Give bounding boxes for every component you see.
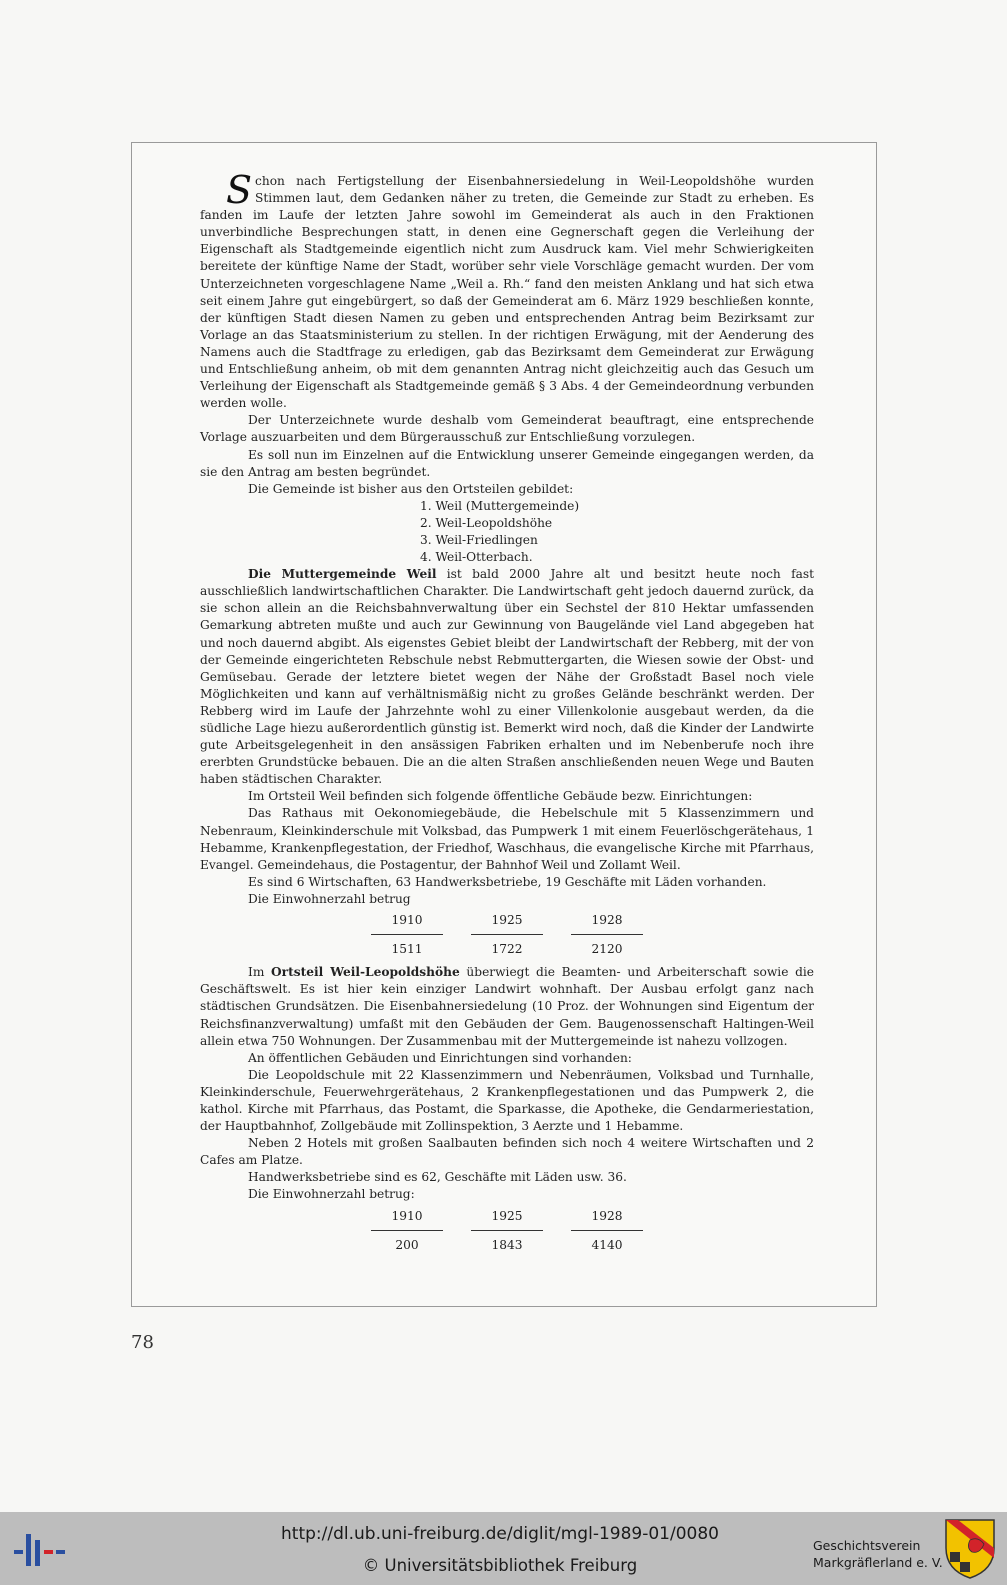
- paragraph-districts-intro: Die Gemeinde ist bisher aus den Ortsteilen gebildet:: [248, 481, 574, 496]
- paragraph-intro-text: chon nach Fertigstellung der Eisenbahnersiedelung in Weil-Leopoldshöhe wurden Stimmen laut, dem Gedanken näher zu treten, die Gemeinde zur Stadt zu erheben. Es fanden im Laufe der letzten Jahre sowohl im Gemeinderat als auch in den Fraktionen unverbindliche Besprechungen statt, in denen eine Gegnerschaft gegen die Verleihung der Eigenschaft als Stadtgemeinde eigentlich nicht zum Ausdruck kam. Viel mehr Schwierigkeiten bereitete der künftige Name der Stadt, worüber sehr viele Vorschläge gemacht wurden. Der vom Unterzeichneten vorgeschlagene Name „Weil a. Rh.“ fand den meisten Anklang und hat sich etwa seit einem Jahre gut eingebürgert, so daß der Gemeinderat am 6. März 1929 beschließen konnte, der künftigen Stadt diesen Namen zu geben und entsprechenden Antrag beim Bezirksamt zur Vorlage an das Staatsministerium zu stellen. In der richtigen Erwägung, mit der Aenderung des Namens auch die Stadtfrage zu erledigen, gab das Bezirksamt dem Gemeinderat zur Erwägung und Entschließung anheim, ob mit dem genannten Antrag nicht gleichzeitig auch das Gesuch um Verleihung der Eigenschaft als Stadtgemeinde gemäß § 3 Abs. 4 der Gemeindeordnung verbunden werden wolle.: [200, 174, 814, 411]
- population-table-weil: [200, 912, 814, 958]
- copyright-text: © Universitätsbibliothek Freiburg: [362, 1556, 638, 1575]
- population-value: 1511: [391, 942, 423, 957]
- population-year: 1925: [471, 912, 543, 935]
- population-column: [571, 912, 643, 958]
- population-year: 1910: [371, 1208, 443, 1231]
- paragraph-leo-population-label: Die Einwohnerzahl betrug:: [248, 1187, 415, 1202]
- population-column: [371, 912, 443, 958]
- districts-list: [200, 498, 814, 566]
- heading-muttergemeinde: Die Muttergemeinde Weil: [248, 567, 437, 582]
- paragraph-development: Es soll nun im Einzelnen auf die Entwicklung unserer Gemeinde eingegangen werden, da sie den Antrag am besten begründet.: [200, 447, 814, 479]
- population-value: 4140: [591, 1237, 623, 1252]
- population-value: 200: [395, 1237, 419, 1252]
- population-column: [471, 912, 543, 958]
- paragraph-leopoldshoehe-lead: Im: [248, 965, 272, 980]
- paragraph-weil-buildings-intro: Im Ortsteil Weil befinden sich folgende öffentliche Gebäude bezw. Einrichtungen:: [248, 789, 753, 804]
- article-body: [200, 168, 815, 1260]
- paragraph-leo-buildings: Die Leopoldschule mit 22 Klassenzimmern und Nebenräumen, Volksbad und Turnhalle, Kleinkinderschule, Feuerwehrgerätehaus, 2 Krankenpflegestationen und das Pumpwerk 2, die kathol. Kirche mit Pfarrhaus, das Postamt, die Sparkasse, die Apotheke, die Gendarmeriestation, der Hauptbahnhof, Zollgebäude mit Zollinspektion, 3 Aerzte und 1 Hebamme.: [200, 1067, 814, 1134]
- list-item: 1. Weil (Muttergemeinde): [420, 498, 580, 513]
- permalink-link[interactable]: http://dl.ub.uni-freiburg.de/diglit/mgl-1989-01/0080: [281, 1524, 719, 1544]
- coat-of-arms-icon: [944, 1518, 996, 1580]
- list-item: 3. Weil-Friedlingen: [420, 532, 538, 547]
- list-item: 4. Weil-Otterbach.: [420, 550, 533, 565]
- population-year: 1928: [571, 1208, 643, 1231]
- population-column: [371, 1208, 443, 1254]
- population-year: 1910: [371, 912, 443, 935]
- list-item: 2. Weil-Leopoldshöhe: [420, 515, 553, 530]
- footer-bar: [0, 1512, 1007, 1585]
- society-name: [813, 1537, 943, 1571]
- population-value: 1843: [491, 1237, 523, 1252]
- paragraph-leopoldshoehe: [200, 964, 814, 1049]
- society-line: Markgräflerland e. V.: [813, 1555, 943, 1570]
- paragraph-leopoldshoehe-text: überwiegt die Beamten- und Arbeiterschaft sowie die Geschäftswelt. Es ist hier kein einziger Landwirt wohnhaft. Der Ausbau erfolgt ganz nach städtischen Grundsätzen. Die Eisenbahnersiedelung (10 Proz. der Wohnungen sind Eigentum der Reichsfinanzverwaltung) umfaßt mit den Gebäuden der Gem. Baugenossenschaft Haltingen-Weil allein etwa 750 Wohnungen. Der Zusammenbau mit der Muttergemeinde ist nahezu vollzogen.: [200, 965, 814, 1048]
- paragraph-muttergemeinde: [200, 566, 814, 788]
- paragraph-leo-hotels: Neben 2 Hotels mit großen Saalbauten befinden sich noch 4 weitere Wirtschaften und 2 Cafes am Platze.: [200, 1136, 814, 1168]
- population-column: [471, 1208, 543, 1254]
- population-year: 1928: [571, 912, 643, 935]
- society-line: Geschichtsverein: [813, 1538, 921, 1553]
- population-value: 1722: [491, 942, 523, 957]
- heading-leopoldshoehe: Ortsteil Weil-Leopoldshöhe: [271, 965, 460, 980]
- paragraph-weil-buildings: Das Rathaus mit Oekonomiegebäude, die Hebelschule mit 5 Klassenzimmern und Nebenraum, Kleinkinderschule mit Volksbad, das Pumpwerk 1 mit einem Feuerlöschgerätehaus, 1 Hebamme, Krankenpflegestation, der Friedhof, Waschhaus, die evangelische Kirche mit Pfarrhaus, Evangel. Gemeindehaus, die Postagentur, der Bahnhof Weil und Zollamt Weil.: [200, 806, 814, 872]
- paragraph-weil-population-label: Die Einwohnerzahl betrug: [248, 891, 411, 906]
- population-table-leopoldshoehe: [200, 1208, 814, 1254]
- paragraph-weil-businesses: Es sind 6 Wirtschaften, 63 Handwerksbetriebe, 19 Geschäfte mit Läden vorhanden.: [248, 874, 767, 889]
- page-number: 78: [131, 1332, 154, 1353]
- paragraph-leo-buildings-intro: An öffentlichen Gebäuden und Einrichtungen sind vorhanden:: [248, 1050, 632, 1065]
- paragraph-leo-businesses: Handwerksbetriebe sind es 62, Geschäfte mit Läden usw. 36.: [248, 1170, 627, 1185]
- population-year: 1925: [471, 1208, 543, 1231]
- population-value: 2120: [591, 942, 623, 957]
- paragraph-muttergemeinde-text: ist bald 2000 Jahre alt und besitzt heute noch fast ausschließlich landwirtschaftlichen Charakter. Die Landwirtschaft geht jedoch dauernd zurück, da sie schon allein an die Reichsbahnverwaltung über ein Sechstel der 810 Hektar umfassenden Gemarkung abtreten mußte und auch zur Gewinnung von Baugelände viel Land abgegeben hat und noch dauernd abgibt. Als eigenstes Gebiet bleibt der Landwirtschaft der Rebberg, mit der von der Gemeinde eingerichteten Rebschule nebst Rebmuttergarten, die Wiesen sowie der Obst- und Gemüsebau. Gerade der letztere bietet wegen der Nähe der Großstadt Basel noch viele Möglichkeiten und kann auf verhältnismäßig nicht zu großes Gelände beschränkt werden. Der Rebberg wird im Laufe der Jahrzehnte wohl zu einer Villenkolonie ausgebaut werden, da die südliche Lage hiezu außerordentlich günstig ist. Bemerkt wird noch, daß die Kinder der Landwirte gute Arbeitsgelegenheit in den ansässigen Fabriken erhalten und im Nebenberufe noch ihre ererbten Grundstücke bebauen. Die an die alten Straßen anschließenden neuen Wege und Bauten haben städtischen Charakter.: [200, 567, 815, 787]
- ub-freiburg-logo-icon[interactable]: [14, 1530, 68, 1570]
- paragraph-intro: [200, 168, 814, 412]
- dropcap: S: [226, 168, 253, 212]
- paragraph-commission: Der Unterzeichnete wurde deshalb vom Gemeinderat beauftragt, eine entsprechende Vorlage auszuarbeiten und dem Bürgerausschuß zur Entschließung vorzulegen.: [200, 413, 814, 445]
- population-column: [571, 1208, 643, 1254]
